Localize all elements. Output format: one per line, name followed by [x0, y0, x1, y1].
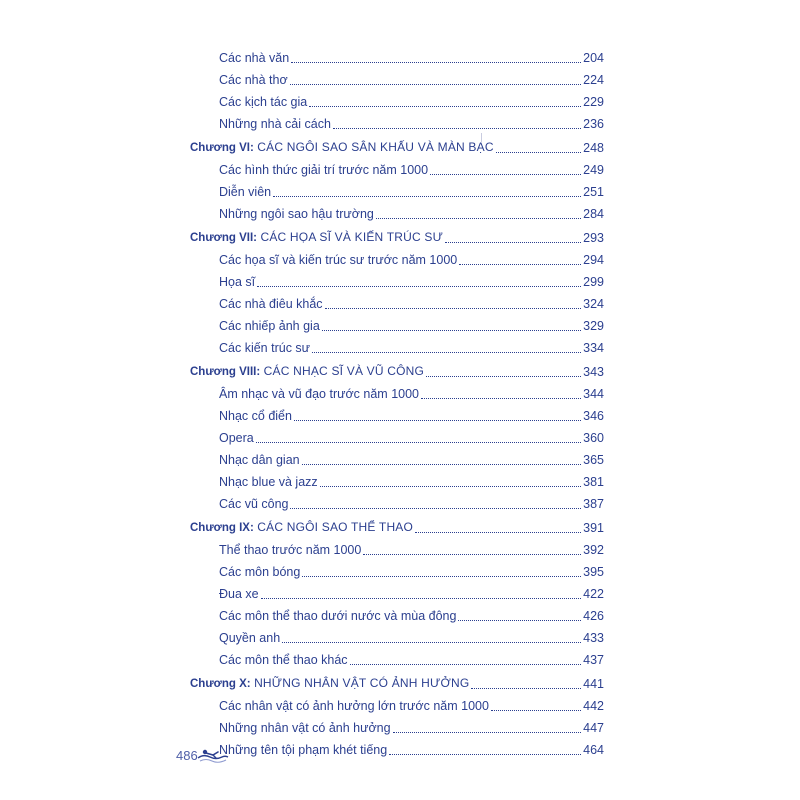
entry-page-number: 229	[583, 95, 604, 109]
toc-chapter-row	[190, 670, 604, 692]
chapter-title: CÁC NGÔI SAO THỂ THAO	[257, 520, 414, 534]
toc-entry-row	[190, 446, 604, 468]
toc-chapter-row	[190, 224, 604, 246]
entry-title: Các nhà văn	[219, 51, 290, 65]
entry-page-number: 204	[583, 51, 604, 65]
toc-entry-row	[190, 736, 604, 758]
entry-page-number: 248	[583, 141, 604, 155]
dot-leader	[322, 329, 581, 331]
dot-leader	[294, 419, 581, 421]
entry-title: Những nhân vật có ảnh hưởng	[219, 721, 391, 735]
entry-page-number: 437	[583, 653, 604, 667]
entry-page-number: 447	[583, 721, 604, 735]
toc-entry-row	[190, 402, 604, 424]
dot-leader	[312, 351, 581, 353]
dot-leader	[309, 105, 581, 107]
entry-page-number: 395	[583, 565, 604, 579]
toc-entry-row	[190, 200, 604, 222]
entry-title: Thể thao trước năm 1000	[219, 543, 362, 557]
toc-entry-row	[190, 44, 604, 66]
chapter-title: CÁC HỌA SĨ VÀ KIẾN TRÚC SƯ	[260, 230, 444, 244]
entry-title: Các họa sĩ và kiến trúc sư trước năm 1000	[219, 253, 458, 267]
entry-title: Đua xe	[219, 587, 259, 601]
entry-page-number: 294	[583, 253, 604, 267]
dot-leader	[302, 575, 581, 577]
dot-leader	[389, 753, 581, 755]
entry-title: Họa sĩ	[219, 275, 256, 289]
toc-entry-row	[190, 424, 604, 446]
chapter-title: CÁC NGÔI SAO SÂN KHẤU VÀ MÀN BẠC	[257, 140, 494, 154]
dot-leader	[282, 641, 581, 643]
entry-title: Các nhà điêu khắc	[219, 297, 323, 311]
dot-leader	[445, 241, 581, 243]
entry-title: Các môn bóng	[219, 565, 301, 579]
chapter-number: Chương VI:	[190, 142, 254, 154]
chapter-heading	[190, 520, 413, 536]
entry-page-number: 251	[583, 185, 604, 199]
dot-leader	[291, 61, 581, 63]
dot-leader	[302, 463, 582, 465]
entry-title: Các môn thể thao dưới nước và mùa đông	[219, 609, 457, 623]
dot-leader	[430, 173, 581, 175]
dot-leader	[350, 663, 582, 665]
dot-leader	[325, 307, 582, 309]
entry-page-number: 360	[583, 431, 604, 445]
entry-title: Các nhân vật có ảnh hưởng lớn trước năm 1000	[219, 699, 489, 713]
chapter-number: Chương X:	[190, 678, 251, 690]
entry-page-number: 346	[583, 409, 604, 423]
entry-page-number: 381	[583, 475, 604, 489]
entry-title: Các kiến trúc sư	[219, 341, 311, 355]
dot-leader	[290, 507, 581, 509]
dot-leader	[256, 441, 581, 443]
dot-leader	[471, 687, 581, 689]
dot-leader	[376, 217, 581, 219]
toc-entry-row	[190, 290, 604, 312]
entry-page-number: 293	[583, 231, 604, 245]
chapter-heading	[190, 230, 443, 246]
chapter-number: Chương VIII:	[190, 366, 261, 378]
dot-leader	[459, 263, 581, 265]
toc-entry-row	[190, 714, 604, 736]
entry-title: Opera	[219, 431, 254, 445]
toc-entry-row	[190, 312, 604, 334]
entry-page-number: 343	[583, 365, 604, 379]
chapter-number: Chương IX:	[190, 522, 254, 534]
table-of-contents	[190, 44, 604, 758]
page-number: 486	[176, 748, 198, 763]
toc-entry-row	[190, 692, 604, 714]
entry-page-number: 334	[583, 341, 604, 355]
dot-leader	[290, 83, 581, 85]
entry-title: Nhạc dân gian	[219, 453, 300, 467]
swimmer-logo-icon	[196, 746, 230, 764]
toc-entry-row	[190, 602, 604, 624]
toc-entry-row	[190, 646, 604, 668]
toc-chapter-row	[190, 514, 604, 536]
entry-page-number: 392	[583, 543, 604, 557]
chapter-heading	[190, 364, 424, 380]
dot-leader	[363, 553, 581, 555]
entry-page-number: 329	[583, 319, 604, 333]
dot-leader	[415, 531, 581, 533]
chapter-number: Chương VII:	[190, 232, 257, 244]
entry-page-number: 441	[583, 677, 604, 691]
toc-entry-row	[190, 178, 604, 200]
entry-page-number: 299	[583, 275, 604, 289]
entry-page-number: 249	[583, 163, 604, 177]
entry-title: Nhạc blue và jazz	[219, 475, 318, 489]
toc-entry-row	[190, 110, 604, 132]
entry-page-number: 324	[583, 297, 604, 311]
dot-leader	[333, 127, 581, 129]
toc-entry-row	[190, 580, 604, 602]
toc-entry-row	[190, 334, 604, 356]
toc-entry-row	[190, 380, 604, 402]
entry-title: Các môn thể thao khác	[219, 653, 348, 667]
entry-title: Những nhà cải cách	[219, 117, 331, 131]
entry-title: Nhạc cổ điển	[219, 409, 292, 423]
toc-entry-row	[190, 66, 604, 88]
chapter-title: NHỮNG NHÂN VẬT CÓ ẢNH HƯỞNG	[254, 676, 470, 690]
entry-title: Các hình thức giải trí trước năm 1000	[219, 163, 429, 177]
entry-page-number: 433	[583, 631, 604, 645]
chapter-heading	[190, 676, 469, 692]
toc-chapter-row	[190, 134, 604, 156]
entry-title: Các nhà thơ	[219, 73, 288, 87]
entry-title: Âm nhạc và vũ đạo trước năm 1000	[219, 387, 419, 401]
entry-title: Các vũ công	[219, 497, 289, 511]
toc-entry-row	[190, 156, 604, 178]
entry-title: Các kịch tác gia	[219, 95, 308, 109]
toc-entry-row	[190, 558, 604, 580]
entry-page-number: 464	[583, 743, 604, 757]
dot-leader	[491, 709, 581, 711]
entry-title: Quyền anh	[219, 631, 281, 645]
chapter-heading	[190, 140, 494, 156]
dot-leader	[496, 151, 581, 153]
entry-title: Những tên tội phạm khét tiếng	[219, 743, 388, 757]
dot-leader	[257, 285, 581, 287]
toc-chapter-row	[190, 358, 604, 380]
entry-page-number: 391	[583, 521, 604, 535]
dot-leader	[261, 597, 582, 599]
entry-page-number: 236	[583, 117, 604, 131]
dot-leader	[421, 397, 581, 399]
toc-entry-row	[190, 490, 604, 512]
toc-entry-row	[190, 536, 604, 558]
toc-entry-row	[190, 468, 604, 490]
toc-entry-row	[190, 88, 604, 110]
toc-entry-row	[190, 624, 604, 646]
entry-page-number: 422	[583, 587, 604, 601]
dot-leader	[273, 195, 581, 197]
entry-page-number: 365	[583, 453, 604, 467]
entry-title: Diễn viên	[219, 185, 272, 199]
entry-title: Những ngôi sao hậu trường	[219, 207, 374, 221]
dot-leader	[426, 375, 581, 377]
toc-entry-row	[190, 268, 604, 290]
entry-page-number: 284	[583, 207, 604, 221]
dot-leader	[458, 619, 581, 621]
entry-page-number: 224	[583, 73, 604, 87]
entry-page-number: 344	[583, 387, 604, 401]
entry-page-number: 442	[583, 699, 604, 713]
dot-leader	[393, 731, 582, 733]
chapter-title: CÁC NHẠC SĨ VÀ VŨ CÔNG	[263, 364, 425, 378]
toc-entry-row	[190, 246, 604, 268]
entry-title: Các nhiếp ảnh gia	[219, 319, 320, 333]
entry-page-number: 426	[583, 609, 604, 623]
entry-page-number: 387	[583, 497, 604, 511]
dot-leader	[320, 485, 581, 487]
